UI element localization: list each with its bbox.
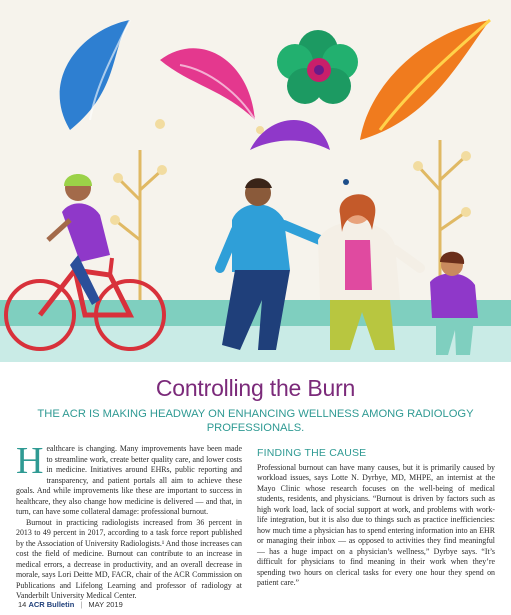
publication-name: ACR Bulletin xyxy=(28,600,75,609)
right-column xyxy=(257,448,495,589)
issue-date: MAY 2019 xyxy=(88,600,123,609)
left-column xyxy=(16,440,242,602)
burnout-paragraph: Burnout in practicing radiologists increased from 36 percent in 2013 to 49 percent in 2017, according to a task force report published by the Association of University Radiologists.¹ And those increases can cost the field of medicine. Burnout can contribute to an increase in medical errors, a decrease in productivity, and an overall decrease in morale, says Lori Deitte MD, FACR, chair of the ACR Commission on Publications and Lifelong Learning and professor of radiology at Vanderbilt University Medical Center. xyxy=(16,517,242,600)
intro-text: ealthcare is changing. Many improvements have been made to streamline work, create better quality care, and lower costs in medicine. Initiatives around EHRs, public reporting and transparency, and patient portals all aim to achieve these goals. And while improvements like these are important to success in healthcare, they also change how medicine is delivered — and that, in turn, can have some collateral damage: professional burnout. xyxy=(16,444,242,516)
article-title: Controlling the Burn xyxy=(155,375,356,401)
section-heading: FINDING THE CAUSE xyxy=(257,447,367,459)
article-subtitle: THE ACR IS MAKING HEADWAY ON ENHANCING WELLNESS AMONG RADIOLOGY PROFESSIONALS. xyxy=(37,408,474,434)
page-number: 14 xyxy=(18,600,27,609)
page-footer xyxy=(18,600,123,609)
cause-paragraph: Professional burnout can have many causes, but it is primarily caused by workload issues, says Lotte N. Dyrbye, MD, MHPE, an internist at the Mayo Clinic whose research focuses on the well-being of medical students, residents, and physicians. “Burnout is driven by factors such as high work load, lack of social support at work, and problems with work-life integration, but it is also due to things such as practice inefficiencies: how much time a physician has to spend entering information into an EHR or managing their inbox — as opposed to activities they find meaningful — has a huge impact on a physician’s wellness,” Dyrbye says. “It’s difficult for physicians to find meaning in their work when they’re spending two hours on clerical tasks for every one hour they spend on patient care.” xyxy=(257,462,495,587)
drop-cap: H xyxy=(16,440,44,482)
sidewalk xyxy=(0,326,511,362)
intro-paragraph xyxy=(16,440,242,518)
footer-separator: | xyxy=(80,600,83,609)
